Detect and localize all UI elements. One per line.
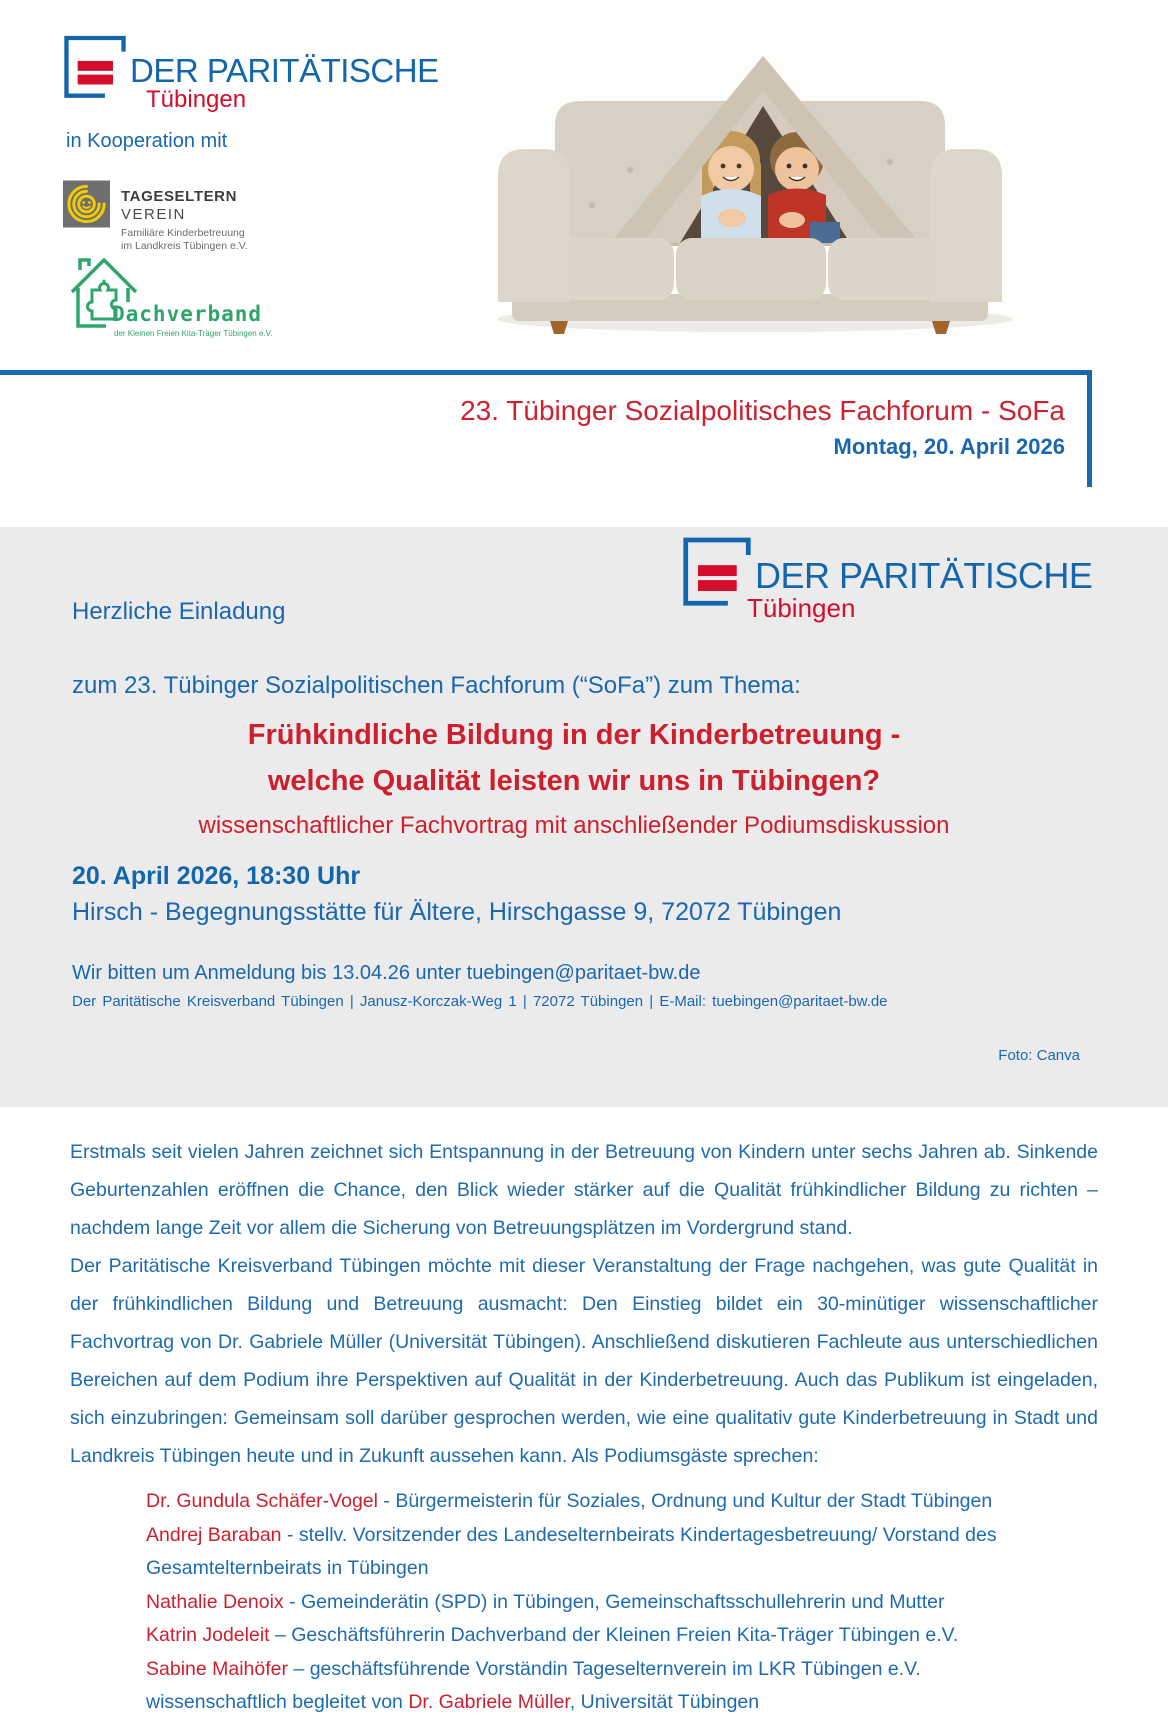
guest-row	[146, 1519, 1098, 1586]
photo-credit: Foto: Canva	[998, 1047, 1080, 1064]
guest-desc: – Geschäftsführerin Dachverband der Kleinen Freien Kita-Träger Tübingen e.V.	[275, 1624, 959, 1646]
logo-region: Tübingen	[146, 86, 247, 113]
paritaetische-logo-invite	[683, 535, 1093, 625]
couch-photo	[470, 10, 1030, 335]
headline-line2: welche Qualität leisten wir uns in Tübingen?	[267, 765, 881, 797]
greeting: Herzliche Einladung	[72, 598, 286, 625]
intro-line: zum 23. Tübinger Sozialpolitischen Fachforum (“SoFa”) zum Thema:	[72, 672, 801, 699]
closing-suffix: , Universität Tübingen	[569, 1691, 760, 1713]
paragraph-1: Erstmals seit vielen Jahren zeichnet sich Entspannung in der Betreuung von Kindern unter sechs Jahren ab. Sinkende Geburtenzahlen eröffnen die Chance, den Blick wieder stärker auf die Qualität frühkindlicher Bildung zu richten – nachdem lange Zeit vor allem die Sicherung von Betreuungsplätzen im Vordergrund stand.	[70, 1141, 1098, 1239]
paritaetische-logo	[64, 34, 439, 114]
guest-name: Dr. Gundula Schäfer-Vogel	[146, 1490, 378, 1512]
guest-desc: – geschäftsführende Vorständin Tageselternverein im LKR Tübingen e.V.	[293, 1657, 921, 1680]
paragraph-2: Der Paritätische Kreisverband Tübingen möchte mit dieser Veranstaltung der Frage nachgehen, was gute Qualität in der frühkindlichen Bildung und Betreuung ausmacht: Den Einstieg bildet ein 30-minütiger wissenschaftlicher Fachvortrag von Dr. Gabriele Müller (Universität Tübingen). Anschließend diskutieren Fachleute aus unterschiedlichen Bereichen auf dem Podium ihre Perspektiven auf Qualität in der Kinderbetreuung. Auch das Publikum ist eingeladen, sich einzubringen: Gemeinsam soll darüber gesprochen werden, wie eine qualitativ gute Kinderbetreuung in Stadt und Landkreis Tübingen heute und in Zukunft aussehen kann. Als Podiumsgäste sprechen:	[70, 1255, 1098, 1467]
body-section	[0, 1107, 1168, 1720]
invitation-section	[0, 527, 1168, 1107]
headline-line1: Frühkindliche Bildung in der Kinderbetreuung -	[247, 719, 901, 751]
paritaetische-equals-icon	[683, 535, 751, 613]
guest-desc: - Bürgermeisterin für Soziales, Ordnung und Kultur der Stadt Tübingen	[383, 1490, 993, 1512]
guest-name: Katrin Jodeleit	[146, 1624, 270, 1646]
contact-line: Der Paritätische Kreisverband Tübingen | Janusz-Korczak-Weg 1 | 72072 Tübingen | E-Mail: tuebingen@paritaet-bw.de	[72, 993, 888, 1010]
guest-name: Andrej Baraban	[146, 1523, 282, 1546]
closing-name: Dr. Gabriele Müller	[408, 1691, 570, 1713]
guest-name: Sabine Maihöfer	[146, 1657, 289, 1680]
event-location: Hirsch - Begegnungsstätte für Ältere, Hirschgasse 9, 72072 Tübingen	[72, 898, 842, 926]
tageseltern-desc-line2: im Landkreis Tübingen e.V.	[121, 240, 248, 252]
guest-row	[146, 1619, 1098, 1653]
tageseltern-desc-line1: Familiäre Kinderbetreuung	[121, 227, 245, 239]
event-datetime: 20. April 2026, 18:30 Uhr	[72, 862, 361, 890]
guest-row	[146, 1586, 1098, 1620]
guest-row	[146, 1653, 1098, 1687]
guest-row	[146, 1485, 1098, 1519]
cooperation-label: in Kooperation mit	[66, 130, 228, 152]
tageseltern-name-line1: TAGESELTERN	[121, 188, 238, 205]
logo-org-name: DER PARITÄTISCHE	[130, 52, 439, 89]
closing-row	[146, 1686, 1098, 1720]
registration-note: Wir bitten um Anmeldung bis 13.04.26 unter tuebingen@paritaet-bw.de	[72, 962, 701, 984]
closing-prefix: wissenschaftlich begleitet von	[146, 1691, 403, 1713]
podium-guest-list	[146, 1485, 1098, 1720]
header	[0, 0, 1168, 370]
dachverband-desc: der Kleinen Freien Kita-Träger Tübingen e.V.	[114, 329, 273, 338]
guest-name: Nathalie Denoix	[146, 1590, 284, 1613]
guest-desc: - stellv. Vorsitzender des Landeselternbeirats Kindertagesbetreuung/ Vorstand des Gesamtelternbeirats in Tübingen	[146, 1523, 997, 1579]
spiral-smiley-icon	[63, 180, 110, 228]
dachverband-name: Dachverband	[112, 302, 263, 326]
event-banner	[0, 370, 1092, 487]
guest-desc: - Gemeinderätin (SPD) in Tübingen, Gemeinschaftsschullehrerin und Mutter	[289, 1590, 945, 1613]
tageseltern-name-line2: VEREIN	[121, 206, 186, 223]
logo-org-name: DER PARITÄTISCHE	[755, 555, 1093, 596]
logo-region: Tübingen	[747, 593, 856, 623]
paritaetische-equals-icon	[64, 34, 126, 104]
subheadline: wissenschaftlicher Fachvortrag mit anschließender Podiumsdiskussion	[198, 812, 950, 839]
banner-title: 23. Tübinger Sozialpolitisches Fachforum - SoFa	[460, 395, 1065, 426]
banner-date: Montag, 20. April 2026	[833, 434, 1065, 459]
